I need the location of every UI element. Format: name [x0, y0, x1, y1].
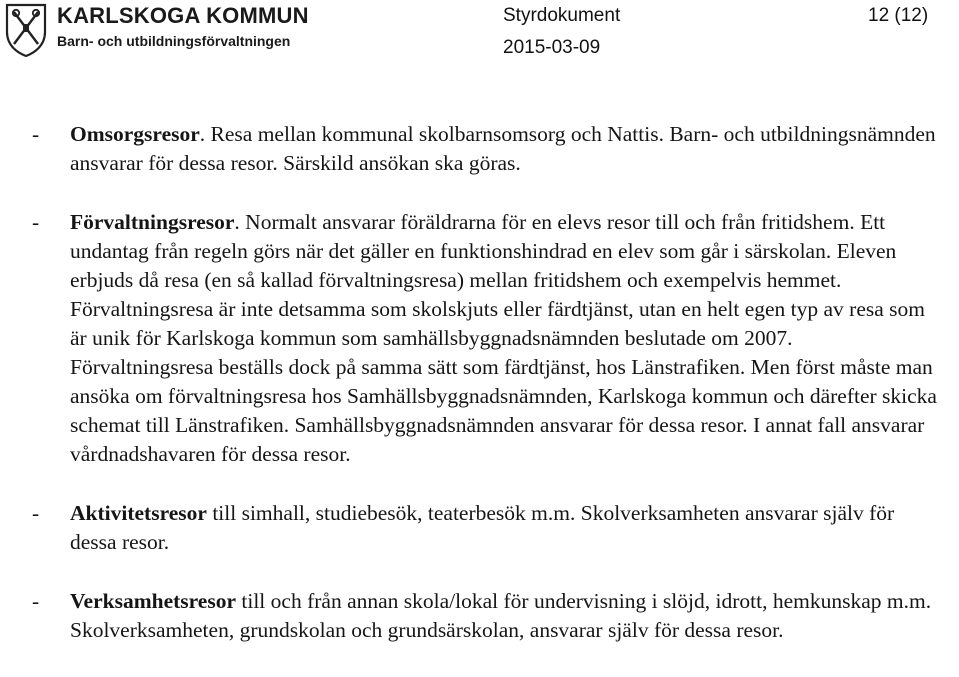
list-dash: - [32, 501, 40, 525]
item-text: . Normalt ansvarar föräldrarna för en elevs resor till och från fritidshem. Ett undantag från regeln görs när det gäller en funktionshindrad en elev som går i särskolan. Eleven erbjuds då resa (en så kallad förvaltningsresa) mellan fritidshem och exempelvis hemmet. Förvaltningsresa är inte detsamma som skolskjuts eller färdtjänst, utan en helt egen typ av resa som är unik för Karlskoga kommun som samhällsbyggnadsnämnden beslutade om 2007. Förvaltningsresa beställs dock på samma sätt som färdtjänst, hos Länstrafiken. Men först måste man ansöka om förvaltningsresa hos Samhällsbyggnadsnämnden, Karlskoga kommun och därefter skicka schemat till Länstrafiken. Samhällsbyggnadsnämnden ansvarar för dessa resor. I annat fall ansvarar vårdnadshavaren för dessa resor. [70, 210, 937, 466]
item-text: till simhall, studiebesök, teaterbesök m.m. Skolverksamheten ansvarar själv för dessa resor. [70, 501, 895, 554]
document-body [0, 120, 959, 645]
item-term: Aktivitetsresor [70, 501, 207, 525]
list-item-omsorgsresor [0, 120, 959, 178]
municipal-crest-icon [4, 2, 48, 58]
list-item-forvaltningsresor [0, 208, 959, 469]
item-text: till och från annan skola/lokal för undervisning i slöjd, idrott, hemkunskap m.m. Skolverksamheten, grundskolan och grundsärskolan, ansvarar själv för dessa resor. [70, 589, 932, 642]
list-dash: - [32, 210, 40, 234]
document-date: 2015-03-09 [503, 37, 601, 58]
item-term: Verksamhetsresor [70, 589, 237, 613]
department-name: Barn- och utbildningsförvaltningen [57, 33, 291, 49]
organization-block [57, 2, 309, 50]
document-header [0, 0, 959, 70]
item-term: Omsorgsresor [70, 122, 200, 146]
item-text: . Resa mellan kommunal skolbarnsomsorg och Nattis. Barn- och utbildningsnämnden ansvarar för dessa resor. Särskild ansökan ska göras. [70, 122, 936, 175]
item-term: Förvaltningsresor [70, 210, 235, 234]
page-number: 12 (12) [868, 5, 929, 26]
organization-name: KARLSKOGA KOMMUN [57, 3, 309, 28]
list-item-aktivitetsresor [0, 499, 959, 557]
list-dash: - [32, 122, 40, 146]
list-dash: - [32, 589, 40, 613]
document-type: Styrdokument [503, 5, 621, 26]
list-item-verksamhetsresor [0, 587, 959, 645]
